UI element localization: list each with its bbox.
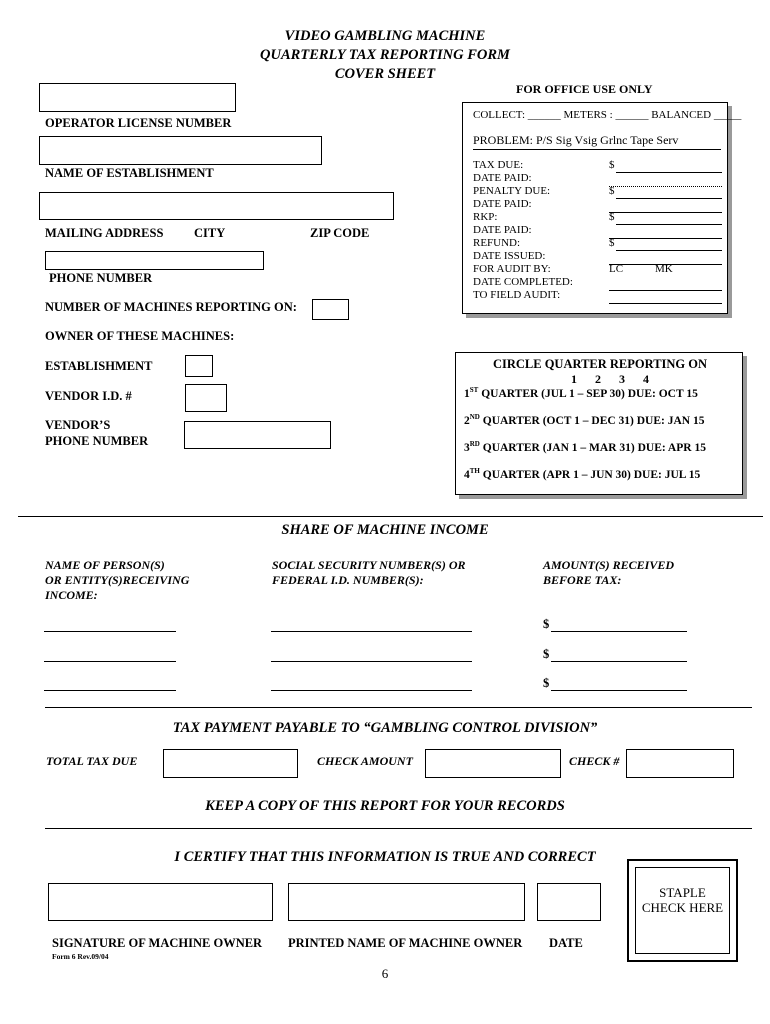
quarter-2-option[interactable] bbox=[464, 413, 704, 427]
mailing-address-label: MAILING ADDRESS bbox=[45, 226, 164, 240]
staple-box bbox=[627, 859, 738, 962]
vendor-phone-label-1: VENDOR’S bbox=[45, 418, 111, 432]
share-amount-line[interactable] bbox=[551, 661, 687, 662]
quarter-2-sup: ND bbox=[469, 413, 480, 421]
share-col1-line1: NAME OF PERSON(S) bbox=[45, 558, 165, 572]
office-use-label: FOR OFFICE USE ONLY bbox=[516, 82, 653, 96]
share-amount-line[interactable] bbox=[551, 690, 687, 691]
page-number: 6 bbox=[381, 966, 389, 981]
certify-text: I CERTIFY THAT THIS INFORMATION IS TRUE AND CORRECT bbox=[174, 849, 596, 865]
establishment-name-label: NAME OF ESTABLISHMENT bbox=[45, 166, 214, 180]
establishment-label: ESTABLISHMENT bbox=[45, 359, 153, 373]
quarter-4-option[interactable] bbox=[464, 467, 700, 481]
check-amount-field[interactable] bbox=[425, 749, 561, 778]
office-blank bbox=[616, 160, 722, 173]
form-title-line2: QUARTERLY TAX REPORTING FORM bbox=[260, 47, 510, 63]
share-ssn-line[interactable] bbox=[271, 631, 472, 632]
office-row: DATE PAID: bbox=[473, 172, 532, 184]
share-name-line[interactable] bbox=[44, 690, 176, 691]
quarter-2-num: 2 bbox=[464, 414, 470, 427]
quarter-1-text: QUARTER (JUL 1 – SEP 30) DUE: OCT 15 bbox=[478, 387, 698, 400]
form-title-line1: VIDEO GAMBLING MACHINE bbox=[284, 28, 486, 44]
share-col2-line1: SOCIAL SECURITY NUMBER(S) OR bbox=[272, 558, 466, 572]
share-ssn-line[interactable] bbox=[271, 690, 472, 691]
office-blank bbox=[616, 187, 722, 199]
form-number: Form 6 Rev.09/04 bbox=[52, 952, 109, 961]
total-tax-field[interactable] bbox=[163, 749, 298, 778]
section-divider bbox=[45, 707, 752, 708]
share-dollar: $ bbox=[543, 617, 550, 631]
office-blank bbox=[609, 175, 722, 187]
office-blank bbox=[609, 292, 722, 304]
section-divider bbox=[18, 516, 763, 517]
zip-code-label: ZIP CODE bbox=[310, 226, 370, 240]
office-problem-line: PROBLEM: P/S Sig Vsig Grlnc Tape Serv bbox=[473, 133, 679, 147]
office-row: FOR AUDIT BY: bbox=[473, 263, 551, 275]
office-row: DATE COMPLETED: bbox=[473, 276, 573, 288]
establishment-checkbox[interactable] bbox=[185, 355, 213, 377]
office-dollar: $ bbox=[609, 237, 615, 249]
office-row: RKP: bbox=[473, 211, 498, 223]
share-ssn-line[interactable] bbox=[271, 661, 472, 662]
office-row: DATE ISSUED: bbox=[473, 250, 546, 262]
vendor-id-field[interactable] bbox=[185, 384, 227, 412]
quarter-2-text: QUARTER (OCT 1 – DEC 31) DUE: JAN 15 bbox=[479, 414, 705, 427]
phone-field[interactable] bbox=[45, 251, 264, 270]
office-divider bbox=[473, 149, 721, 150]
quarter-4-sup: TH bbox=[469, 467, 480, 475]
office-blank bbox=[609, 227, 722, 239]
printed-name-field[interactable] bbox=[288, 883, 525, 921]
office-row: DATE PAID: bbox=[473, 198, 532, 210]
office-row: TAX DUE: bbox=[473, 159, 524, 171]
quarter-3-text: QUARTER (JAN 1 – MAR 31) DUE: APR 15 bbox=[479, 441, 706, 454]
operator-license-field[interactable] bbox=[39, 83, 236, 112]
total-tax-label: TOTAL TAX DUE bbox=[46, 754, 138, 768]
office-collect-line: COLLECT: ______ METERS : ______ BALANCED _____ bbox=[473, 109, 742, 121]
quarter-1-num: 1 bbox=[464, 387, 470, 400]
office-row: DATE PAID: bbox=[473, 224, 532, 236]
office-row: REFUND: bbox=[473, 237, 521, 249]
office-blank bbox=[616, 213, 722, 225]
office-dollar: $ bbox=[609, 159, 615, 171]
quarter-4-text: QUARTER (APR 1 – JUN 30) DUE: JUL 15 bbox=[479, 468, 701, 481]
mailing-address-field[interactable] bbox=[39, 192, 394, 220]
share-col3-line2: BEFORE TAX: bbox=[543, 573, 622, 587]
quarter-box bbox=[455, 352, 743, 495]
form-title-line3: COVER SHEET bbox=[334, 66, 436, 82]
staple-text-2: CHECK HERE bbox=[641, 900, 724, 915]
machines-reporting-field[interactable] bbox=[312, 299, 349, 320]
date-field[interactable] bbox=[537, 883, 601, 921]
city-label: CITY bbox=[194, 226, 226, 240]
office-lc: LC bbox=[609, 263, 624, 275]
quarter-title: CIRCLE QUARTER REPORTING ON bbox=[492, 357, 708, 371]
vendor-phone-field[interactable] bbox=[184, 421, 331, 449]
office-blank bbox=[609, 279, 722, 291]
payment-title: TAX PAYMENT PAYABLE TO “GAMBLING CONTROL DIVISION” bbox=[172, 720, 598, 736]
phone-label: PHONE NUMBER bbox=[49, 271, 153, 285]
check-amount-label: CHECK AMOUNT bbox=[317, 754, 413, 768]
office-mk: MK bbox=[655, 263, 673, 275]
check-number-field[interactable] bbox=[626, 749, 734, 778]
office-row: PENALTY DUE: bbox=[473, 185, 551, 197]
share-name-line[interactable] bbox=[44, 661, 176, 662]
establishment-name-field[interactable] bbox=[39, 136, 322, 165]
office-blank bbox=[616, 239, 722, 251]
quarter-4-num: 4 bbox=[464, 468, 470, 481]
share-col1-line2: OR ENTITY(S)RECEIVING bbox=[45, 573, 190, 587]
share-col3-line1: AMOUNT(S) RECEIVED bbox=[543, 558, 675, 572]
share-amount-line[interactable] bbox=[551, 631, 687, 632]
share-name-line[interactable] bbox=[44, 631, 176, 632]
office-use-box bbox=[462, 102, 742, 314]
keep-copy-text: KEEP A COPY OF THIS REPORT FOR YOUR RECORDS bbox=[205, 798, 565, 814]
signature-field[interactable] bbox=[48, 883, 273, 921]
share-title: SHARE OF MACHINE INCOME bbox=[281, 522, 489, 538]
vendor-id-label: VENDOR I.D. # bbox=[45, 389, 132, 403]
quarter-numbers[interactable]: 1 2 3 4 bbox=[571, 372, 649, 386]
share-col2-line2: FEDERAL I.D. NUMBER(S): bbox=[272, 573, 424, 587]
staple-text-1: STAPLE bbox=[659, 885, 706, 900]
share-dollar: $ bbox=[543, 647, 550, 661]
office-dollar: $ bbox=[609, 211, 615, 223]
section-divider bbox=[45, 828, 752, 829]
quarter-3-option[interactable] bbox=[464, 440, 706, 454]
check-number-label: CHECK # bbox=[569, 754, 620, 768]
office-row: TO FIELD AUDIT: bbox=[473, 289, 561, 301]
operator-license-label: OPERATOR LICENSE NUMBER bbox=[45, 116, 232, 130]
vendor-phone-label-2: PHONE NUMBER bbox=[45, 434, 149, 448]
quarter-1-sup: ST bbox=[469, 386, 479, 394]
owner-label: OWNER OF THESE MACHINES: bbox=[45, 329, 235, 343]
machines-reporting-label: NUMBER OF MACHINES REPORTING ON: bbox=[45, 300, 297, 314]
quarter-3-sup: RD bbox=[469, 440, 480, 448]
office-blank bbox=[609, 201, 722, 213]
date-label: DATE bbox=[549, 936, 583, 950]
share-col1-line3: INCOME: bbox=[45, 588, 98, 602]
signature-label: SIGNATURE OF MACHINE OWNER bbox=[52, 936, 263, 950]
office-dollar: $ bbox=[609, 185, 615, 197]
printed-name-label: PRINTED NAME OF MACHINE OWNER bbox=[288, 936, 523, 950]
quarter-3-num: 3 bbox=[464, 441, 470, 454]
quarter-1-option[interactable] bbox=[464, 386, 698, 400]
share-dollar: $ bbox=[543, 676, 550, 690]
